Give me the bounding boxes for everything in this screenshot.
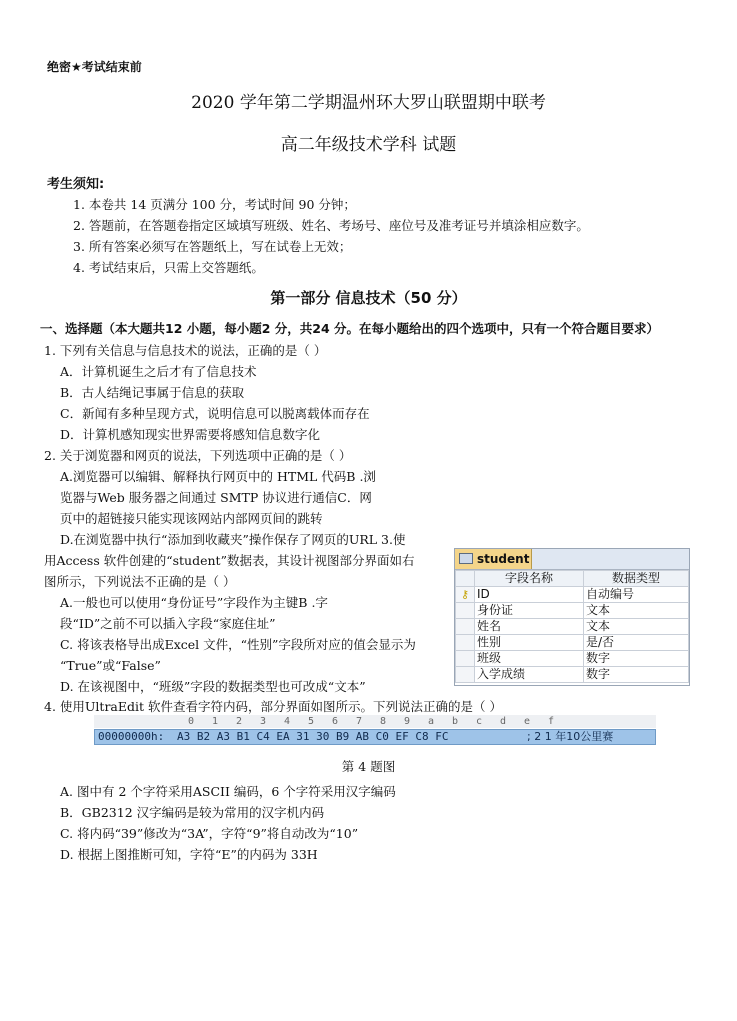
question-2-line: D.在浏览器中执行“添加到收藏夹”操作保存了网页的URL 3.使 bbox=[60, 532, 406, 547]
notice-item: 3. 所有答案必须写在答题纸上，写在试卷上无效； bbox=[73, 239, 352, 254]
field-table bbox=[455, 570, 689, 683]
question-1-option-c: C．新闻有多种呈现方式，说明信息可以脱离载体而存在 bbox=[60, 406, 370, 421]
hex-column-label: c bbox=[476, 716, 483, 727]
question-3-line: D. 在该视图中，“班级”字段的数据类型也可改成“文本” bbox=[60, 679, 366, 694]
question-2-line: 页中的超链接只能实现该网站内部网页间的跳转 bbox=[60, 511, 323, 526]
question-4-option-b: B．GB2312 汉字编码是较为常用的汉字机内码 bbox=[60, 805, 325, 820]
field-name[interactable]: 入学成绩 bbox=[475, 667, 584, 683]
hex-column-label: 1 bbox=[212, 716, 219, 727]
field-type[interactable]: 数字 bbox=[584, 667, 689, 683]
field-name[interactable]: 班级 bbox=[475, 651, 584, 667]
hex-column-label: d bbox=[500, 716, 507, 727]
hex-column-label: a bbox=[428, 716, 435, 727]
question-4-option-d: D. 根据上图推断可知，字符“E”的内码为 33H bbox=[60, 847, 318, 862]
notice-item: 1. 本卷共 14 页满分 100 分，考试时间 90 分钟； bbox=[73, 197, 356, 212]
notice-heading: 考生须知: bbox=[47, 177, 105, 192]
field-name[interactable]: 身份证 bbox=[475, 603, 584, 619]
table-tab-label: student bbox=[477, 552, 530, 566]
question-1-option-d: D．计算机感知现实世界需要将感知信息数字化 bbox=[60, 427, 321, 442]
field-type[interactable]: 是/否 bbox=[584, 635, 689, 651]
question-4-stem: 4. 使用UltraEdit 软件查看字符内码，部分界面如图所示。下列说法正确的是（ ） bbox=[44, 699, 502, 714]
hex-column-label: 3 bbox=[260, 716, 267, 727]
part-title: 第一部分 信息技术（50 分） bbox=[270, 289, 467, 307]
question-3-line: 图所示，下列说法不正确的是（ ） bbox=[44, 574, 236, 589]
field-row[interactable] bbox=[456, 587, 689, 603]
field-type[interactable]: 文本 bbox=[584, 619, 689, 635]
exam-title: 2020 学年第二学期温州环大罗山联盟期中联考 bbox=[191, 93, 546, 113]
figure-caption: 第 4 题图 bbox=[341, 759, 396, 774]
hex-column-label: 9 bbox=[404, 716, 411, 727]
hex-column-label: 6 bbox=[332, 716, 339, 727]
table-icon bbox=[459, 553, 473, 564]
hex-address: 00000000h: bbox=[98, 730, 165, 743]
field-name[interactable]: 姓名 bbox=[475, 619, 584, 635]
table-tab[interactable] bbox=[455, 549, 532, 569]
question-2-stem: 2. 关于浏览器和网页的说法，下列选项中正确的是（ ） bbox=[44, 448, 352, 463]
question-1-stem: 1. 下列有关信息与信息技术的说法，正确的是（ ） bbox=[44, 343, 327, 358]
notice-item: 2. 答题前，在答题卷指定区域填写班级、姓名、考场号、座位号及准考证号并填涂相应数字。 bbox=[73, 218, 589, 233]
question-3-line: A.一般也可以使用“身份证号”字段作为主键B .字 bbox=[60, 595, 328, 610]
access-design-view bbox=[454, 548, 690, 686]
field-row[interactable] bbox=[456, 635, 689, 651]
exam-subtitle: 高二年级技术学科 试题 bbox=[280, 135, 457, 155]
hex-column-label: 2 bbox=[236, 716, 243, 727]
hex-column-label: e bbox=[524, 716, 531, 727]
field-type[interactable]: 数字 bbox=[584, 651, 689, 667]
ultraedit-hex-view bbox=[94, 715, 656, 745]
field-type[interactable]: 自动编号 bbox=[584, 587, 689, 603]
table-tab-bar bbox=[455, 549, 689, 570]
column-header-field-name: 字段名称 bbox=[475, 571, 584, 587]
question-1-option-b: B．古人结绳记事属于信息的获取 bbox=[60, 385, 245, 400]
hex-column-label: 0 bbox=[188, 716, 195, 727]
question-2-line: A.浏览器可以编辑、解释执行网页中的 HTML 代码B .浏 bbox=[60, 469, 376, 484]
hex-column-label: 8 bbox=[380, 716, 387, 727]
column-header-data-type: 数据类型 bbox=[584, 571, 689, 587]
question-2-line: 览器与Web 服务器之间通过 SMTP 协议进行通信C．网 bbox=[60, 490, 372, 505]
question-4-option-c: C. 将内码“39”修改为“3A”，字符“9”将自动改为“10” bbox=[60, 826, 359, 841]
primary-key-icon: ⚷ bbox=[460, 588, 470, 601]
question-3-line: “True”或“False” bbox=[60, 658, 161, 673]
hex-column-header bbox=[94, 715, 656, 728]
hex-column-label: 5 bbox=[308, 716, 315, 727]
field-row[interactable] bbox=[456, 619, 689, 635]
question-3-line: C. 将该表格导出成Excel 文件，“性别”字段所对应的值会显示为 bbox=[60, 637, 416, 652]
field-row[interactable] bbox=[456, 667, 689, 683]
hex-column-label: f bbox=[548, 716, 555, 727]
question-3-line: 段“ID”之前不可以插入字段“家庭住址” bbox=[60, 616, 276, 631]
field-type[interactable]: 文本 bbox=[584, 603, 689, 619]
hex-column-label: b bbox=[452, 716, 459, 727]
hex-row[interactable] bbox=[94, 729, 656, 745]
hex-bytes: A3 B2 A3 B1 C4 EA 31 30 B9 AB C0 EF C8 FC bbox=[177, 730, 449, 743]
field-header-row bbox=[456, 571, 689, 587]
section-heading: 一、选择题（本大题共12 小题，每小题2 分，共24 分。在每小题给出的四个选项中，只有一个符合题目要求） bbox=[40, 321, 660, 336]
question-1-option-a: A．计算机诞生之后才有了信息技术 bbox=[60, 364, 257, 379]
field-row[interactable] bbox=[456, 651, 689, 667]
notice-item: 4. 考试结束后，只需上交答题纸。 bbox=[73, 260, 264, 275]
question-3-line: 用Access 软件创建的“student”数据表，其设计视图部分界面如右 bbox=[44, 553, 415, 568]
field-row[interactable] bbox=[456, 603, 689, 619]
hex-column-label: 4 bbox=[284, 716, 291, 727]
field-name[interactable]: 性别 bbox=[475, 635, 584, 651]
question-4-option-a: A. 图中有 2 个字符采用ASCII 编码，6 个字符采用汉字编码 bbox=[60, 784, 396, 799]
field-name[interactable]: ID bbox=[475, 587, 584, 603]
hex-column-label: 7 bbox=[356, 716, 363, 727]
hex-text: ; 2 1 年10公里赛 bbox=[527, 730, 614, 743]
secret-mark: 绝密★考试结束前 bbox=[47, 60, 142, 74]
